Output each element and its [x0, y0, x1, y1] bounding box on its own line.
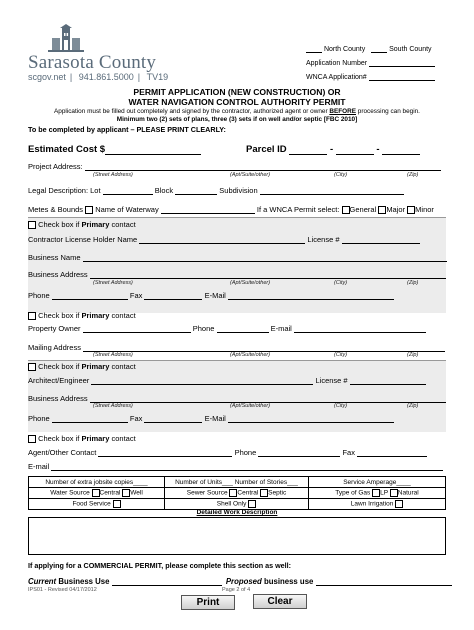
business-address-row: Business Address — [28, 270, 446, 279]
property-owner-field[interactable] — [83, 325, 191, 333]
parcel-id-field-1[interactable] — [289, 145, 327, 155]
business-name-field[interactable] — [83, 254, 447, 262]
agent-email-row: E-mail — [28, 462, 443, 471]
proposed-business-use-field[interactable] — [316, 578, 452, 586]
architect-address-field[interactable] — [90, 395, 446, 403]
county-phone: 941.861.5000 — [78, 72, 134, 82]
estimated-cost-field[interactable] — [105, 145, 201, 155]
architect-name-field[interactable] — [91, 377, 313, 385]
architect-phone-row: Phone Fax E-Mail — [28, 414, 394, 423]
lawn-irrigation-cell: Lawn Irrigation — [309, 499, 446, 510]
parcel-id-row: Parcel ID - - — [246, 144, 420, 155]
county-website: scgov.net — [28, 72, 66, 82]
architect-email-field[interactable] — [228, 415, 394, 423]
clear-button[interactable]: Clear — [253, 594, 307, 609]
architect-address-row: Business Address — [28, 394, 446, 403]
applicant-note: To be completed by applicant – PLEASE PRINT CLEARLY: — [28, 125, 226, 134]
parcel-id-field-2[interactable] — [336, 145, 374, 155]
sewer-septic-checkbox[interactable] — [260, 489, 268, 497]
wnca-minor-checkbox[interactable] — [407, 206, 415, 214]
waterway-field[interactable] — [161, 206, 255, 214]
contractor-license-field[interactable] — [342, 236, 420, 244]
north-county-field[interactable] — [306, 45, 322, 53]
architect-license-field[interactable] — [350, 377, 426, 385]
architect-phone-field[interactable] — [52, 415, 128, 423]
county-name-logo: Sarasota County — [28, 52, 157, 73]
shell-only-cell: Shell Only — [165, 499, 309, 510]
instruction-line-1: Application must be filled out completely and signed by the contractor, authorized agent or owner BEFORE processing can begin. — [54, 108, 420, 115]
agent-primary-checkbox[interactable] — [28, 435, 36, 443]
table-row — [29, 477, 446, 488]
water-central-checkbox[interactable] — [92, 489, 100, 497]
county-select-row: North County South County — [306, 45, 432, 53]
page-number: Page 2 of 4 — [222, 587, 251, 593]
business-use-row: Current Business Use Proposed business use — [28, 577, 452, 586]
business-address-field[interactable] — [90, 271, 446, 279]
gas-natural-checkbox[interactable] — [390, 489, 398, 497]
lawn-irrigation-checkbox[interactable] — [395, 500, 403, 508]
contractor-primary-checkbox[interactable] — [28, 221, 36, 229]
contractor-license-row: Contractor License Holder Name License # — [28, 235, 420, 244]
service-amperage-cell[interactable]: Service Amperage____ — [309, 477, 446, 488]
architect-primary-checkbox[interactable] — [28, 363, 36, 371]
logo-contact-line: scgov.net | 941.861.5000 | TV19 — [28, 72, 169, 82]
gas-lp-checkbox[interactable] — [372, 489, 380, 497]
metes-bounds-checkbox[interactable] — [85, 206, 93, 214]
application-number-row: Application Number — [306, 59, 435, 67]
print-button[interactable]: Print — [181, 595, 235, 610]
architect-row: Architect/Engineer License # — [28, 376, 426, 385]
agent-phone-field[interactable] — [258, 449, 340, 457]
agent-email-field[interactable] — [51, 463, 443, 471]
commercial-note: If applying for a COMMERCIAL PERMIT, please complete this section as well: — [28, 561, 292, 570]
extra-copies-cell[interactable]: Number of extra jobsite copies____ — [29, 477, 165, 488]
form-title: PERMIT APPLICATION (NEW CONSTRUCTION) OR WATER NAVIGATION CONTROL AUTHORITY PERMIT — [128, 87, 346, 107]
parcel-id-field-3[interactable] — [382, 145, 420, 155]
contractor-email-field[interactable] — [228, 292, 394, 300]
application-number-field[interactable] — [369, 59, 435, 67]
architect-fax-field[interactable] — [144, 415, 202, 423]
agent-row: Agent/Other Contact Phone Fax — [28, 448, 427, 457]
wnca-general-checkbox[interactable] — [342, 206, 350, 214]
metes-bounds-row: Metes & Bounds Name of Waterway If a WNCA Permit select: General Major Minor — [28, 205, 434, 214]
mailing-address-row: Mailing Address — [28, 343, 445, 352]
mailing-address-field[interactable] — [83, 344, 445, 352]
water-source-cell: Water Source Central Well — [29, 488, 165, 499]
contractor-fax-field[interactable] — [144, 292, 202, 300]
owner-phone-field[interactable] — [217, 325, 269, 333]
table-row — [29, 499, 446, 510]
legal-description-row: Legal Description: Lot Block Subdivision — [28, 186, 404, 195]
subdivision-field[interactable] — [260, 187, 404, 195]
current-business-use-field[interactable] — [112, 578, 222, 586]
agent-primary-row: Check box if Primary contact — [28, 434, 136, 443]
business-name-row: Business Name — [28, 253, 447, 262]
south-county-field[interactable] — [371, 45, 387, 53]
block-field[interactable] — [175, 187, 217, 195]
work-description-label: Detailed Work Description — [196, 509, 278, 516]
food-service-checkbox[interactable] — [113, 500, 121, 508]
table-row — [29, 488, 446, 499]
lot-field[interactable] — [103, 187, 153, 195]
units-stories-cell[interactable]: Number of Units___ Number of Stories___ — [165, 477, 309, 488]
architect-primary-row: Check box if Primary contact — [28, 362, 136, 371]
agent-name-field[interactable] — [98, 449, 232, 457]
wnca-application-row: WNCA Application# — [306, 73, 435, 81]
instruction-line-2: Minimum two (2) sets of plans, three (3) sets if on well and/or septic [FBC 2010] — [116, 116, 358, 123]
project-address-row: Project Address: — [28, 162, 441, 171]
contractor-phone-field[interactable] — [52, 292, 128, 300]
food-service-cell: Food Service — [29, 499, 165, 510]
wnca-application-field[interactable] — [369, 73, 435, 81]
sewer-source-cell: Sewer Source Central Septic — [165, 488, 309, 499]
county-tv: TV19 — [146, 72, 169, 82]
contractor-name-field[interactable] — [139, 236, 305, 244]
form-id: IPS01 - Revised 04/17/2012 — [28, 587, 97, 593]
project-address-field[interactable] — [85, 163, 441, 171]
owner-email-field[interactable] — [294, 325, 426, 333]
agent-fax-field[interactable] — [357, 449, 427, 457]
estimated-cost-row: Estimated Cost $ — [28, 144, 201, 155]
shell-only-checkbox[interactable] — [248, 500, 256, 508]
owner-primary-row: Check box if Primary contact — [28, 311, 136, 320]
utility-table — [28, 476, 446, 510]
work-description-textarea[interactable] — [28, 517, 446, 555]
property-owner-row: Property Owner Phone E-mail — [28, 324, 426, 333]
contractor-primary-row: Check box if Primary contact — [28, 220, 136, 229]
gas-type-cell: Type of Gas LP Natural — [309, 488, 446, 499]
county-seal-logo — [48, 24, 84, 54]
contractor-phone-row: Phone Fax E-Mail — [28, 291, 394, 300]
owner-primary-checkbox[interactable] — [28, 312, 36, 320]
